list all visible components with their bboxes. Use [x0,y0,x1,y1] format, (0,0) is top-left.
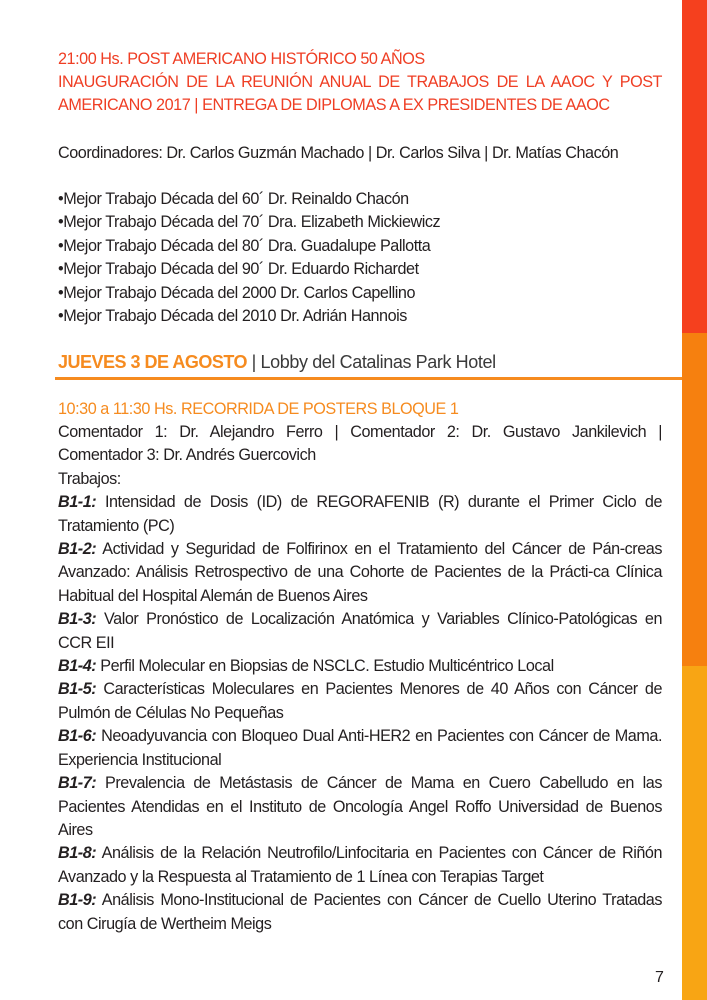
work-title: Análisis de la Relación Neutrofilo/Linfocitaria en Pacientes con Cáncer de Riñón Avanzado y la Respuesta al Tratamiento de 1 Línea con Terapias Target [58,844,662,886]
work-code: B1-8: [58,844,97,863]
side-color-band-bottom [682,666,707,1000]
work-item [58,889,662,936]
work-title: Análisis Mono-Institucional de Pacientes con Cáncer de Cuello Uterino Tratadas con Cirugía de Wertheim Meigs [58,891,662,933]
award-item: •Mejor Trabajo Década del 60´ Dr. Reinaldo Chacón [58,190,409,208]
day-header [58,350,496,374]
work-code: B1-4: [58,657,97,676]
award-item: •Mejor Trabajo Década del 2010 Dr. Adrián Hannois [58,307,407,326]
work-item [58,725,662,772]
work-item [58,608,662,655]
work-item [58,491,662,538]
award-item: •Mejor Trabajo Década del 70´ Dra. Elizabeth Mickiewicz [58,213,441,232]
work-title: Valor Pronóstico de Localización Anatómica y Variables Clínico-Patológicas en CCR EII [58,610,662,652]
commentators-line-1: Comentador 1: Dr. Alejandro Ferro | Comentador 2: Dr. Gustavo Jankilevich | [58,423,662,441]
work-title: Intensidad de Dosis (ID) de REGORAFENIB (R) durante el Primer Ciclo de Tratamiento (PC) [58,493,662,535]
day-separator: | [247,352,261,372]
works-label: Trabajos: [58,469,121,488]
day-title: JUEVES 3 DE AGOSTO [58,352,248,372]
work-item [58,655,662,678]
event-heading-line-2: INAUGURACIÓN DE LA REUNIÓN ANUAL DE TRABAJOS DE LA AAOC Y POST [58,73,662,91]
day-location: Lobby del Catalinas Park Hotel [260,352,496,372]
award-item: •Mejor Trabajo Década del 80´ Dra. Guadalupe Pallotta [58,236,431,255]
work-item [58,772,662,842]
event-heading-line-3: AMERICANO 2017 | ENTREGA DE DIPLOMAS A EX PRESIDENTES DE AAOC [58,96,610,114]
work-item [58,538,662,608]
commentators-line-2: Comentador 3: Dr. Andrés Guercovich [58,446,316,465]
work-title: Prevalencia de Metástasis de Cáncer de Mama en Cuero Cabelludo en las Pacientes Atendidas en el Instituto de Oncología Angel Roffo Universidad de Buenos Aires [58,774,662,839]
work-title: Características Moleculares en Pacientes Menores de 40 Años con Cáncer de Pulmón de Células No Pequeñas [58,680,662,722]
work-title: Actividad y Seguridad de Folfirinox en el Tratamiento del Cáncer de Pán-creas Avanzado: Análisis Retrospectivo de una Cohorte de Pacientes de la Prácti-ca Clínica Habitual del Hospital Alemán de Buenos Aires [58,540,662,605]
award-item: •Mejor Trabajo Década del 2000 Dr. Carlos Capellino [58,283,416,302]
side-color-band-middle [682,333,707,666]
work-item [58,842,662,889]
coordinators: Coordinadores: Dr. Carlos Guzmán Machado | Dr. Carlos Silva | Dr. Matías Chacón [58,144,619,162]
page-number: 7 [655,969,664,986]
award-item: •Mejor Trabajo Década del 90´ Dr. Eduardo Richardet [58,260,419,279]
event-heading-line-1: 21:00 Hs. POST AMERICANO HISTÓRICO 50 AÑOS [58,50,425,68]
work-title: Neoadyuvancia con Bloqueo Dual Anti-HER2 en Pacientes con Cáncer de Mama. Experiencia Institucional [58,727,662,769]
session-title: 10:30 a 11:30 Hs. RECORRIDA DE POSTERS BLOQUE 1 [58,400,459,418]
work-code: B1-5: [58,680,97,699]
work-title: Perfil Molecular en Biopsias de NSCLC. Estudio Multicéntrico Local [96,657,554,676]
work-item [58,678,662,725]
work-code: B1-9: [58,891,97,910]
section-divider [55,377,682,380]
work-code: B1-3: [58,610,97,629]
work-code: B1-2: [58,540,97,559]
works-list [58,491,662,936]
event-heading [58,48,662,117]
side-color-band-top [682,0,707,333]
awards-list [58,188,662,328]
work-code: B1-6: [58,727,97,746]
work-code: B1-7: [58,774,97,793]
work-code: B1-1: [58,493,97,512]
poster-session [58,398,662,936]
